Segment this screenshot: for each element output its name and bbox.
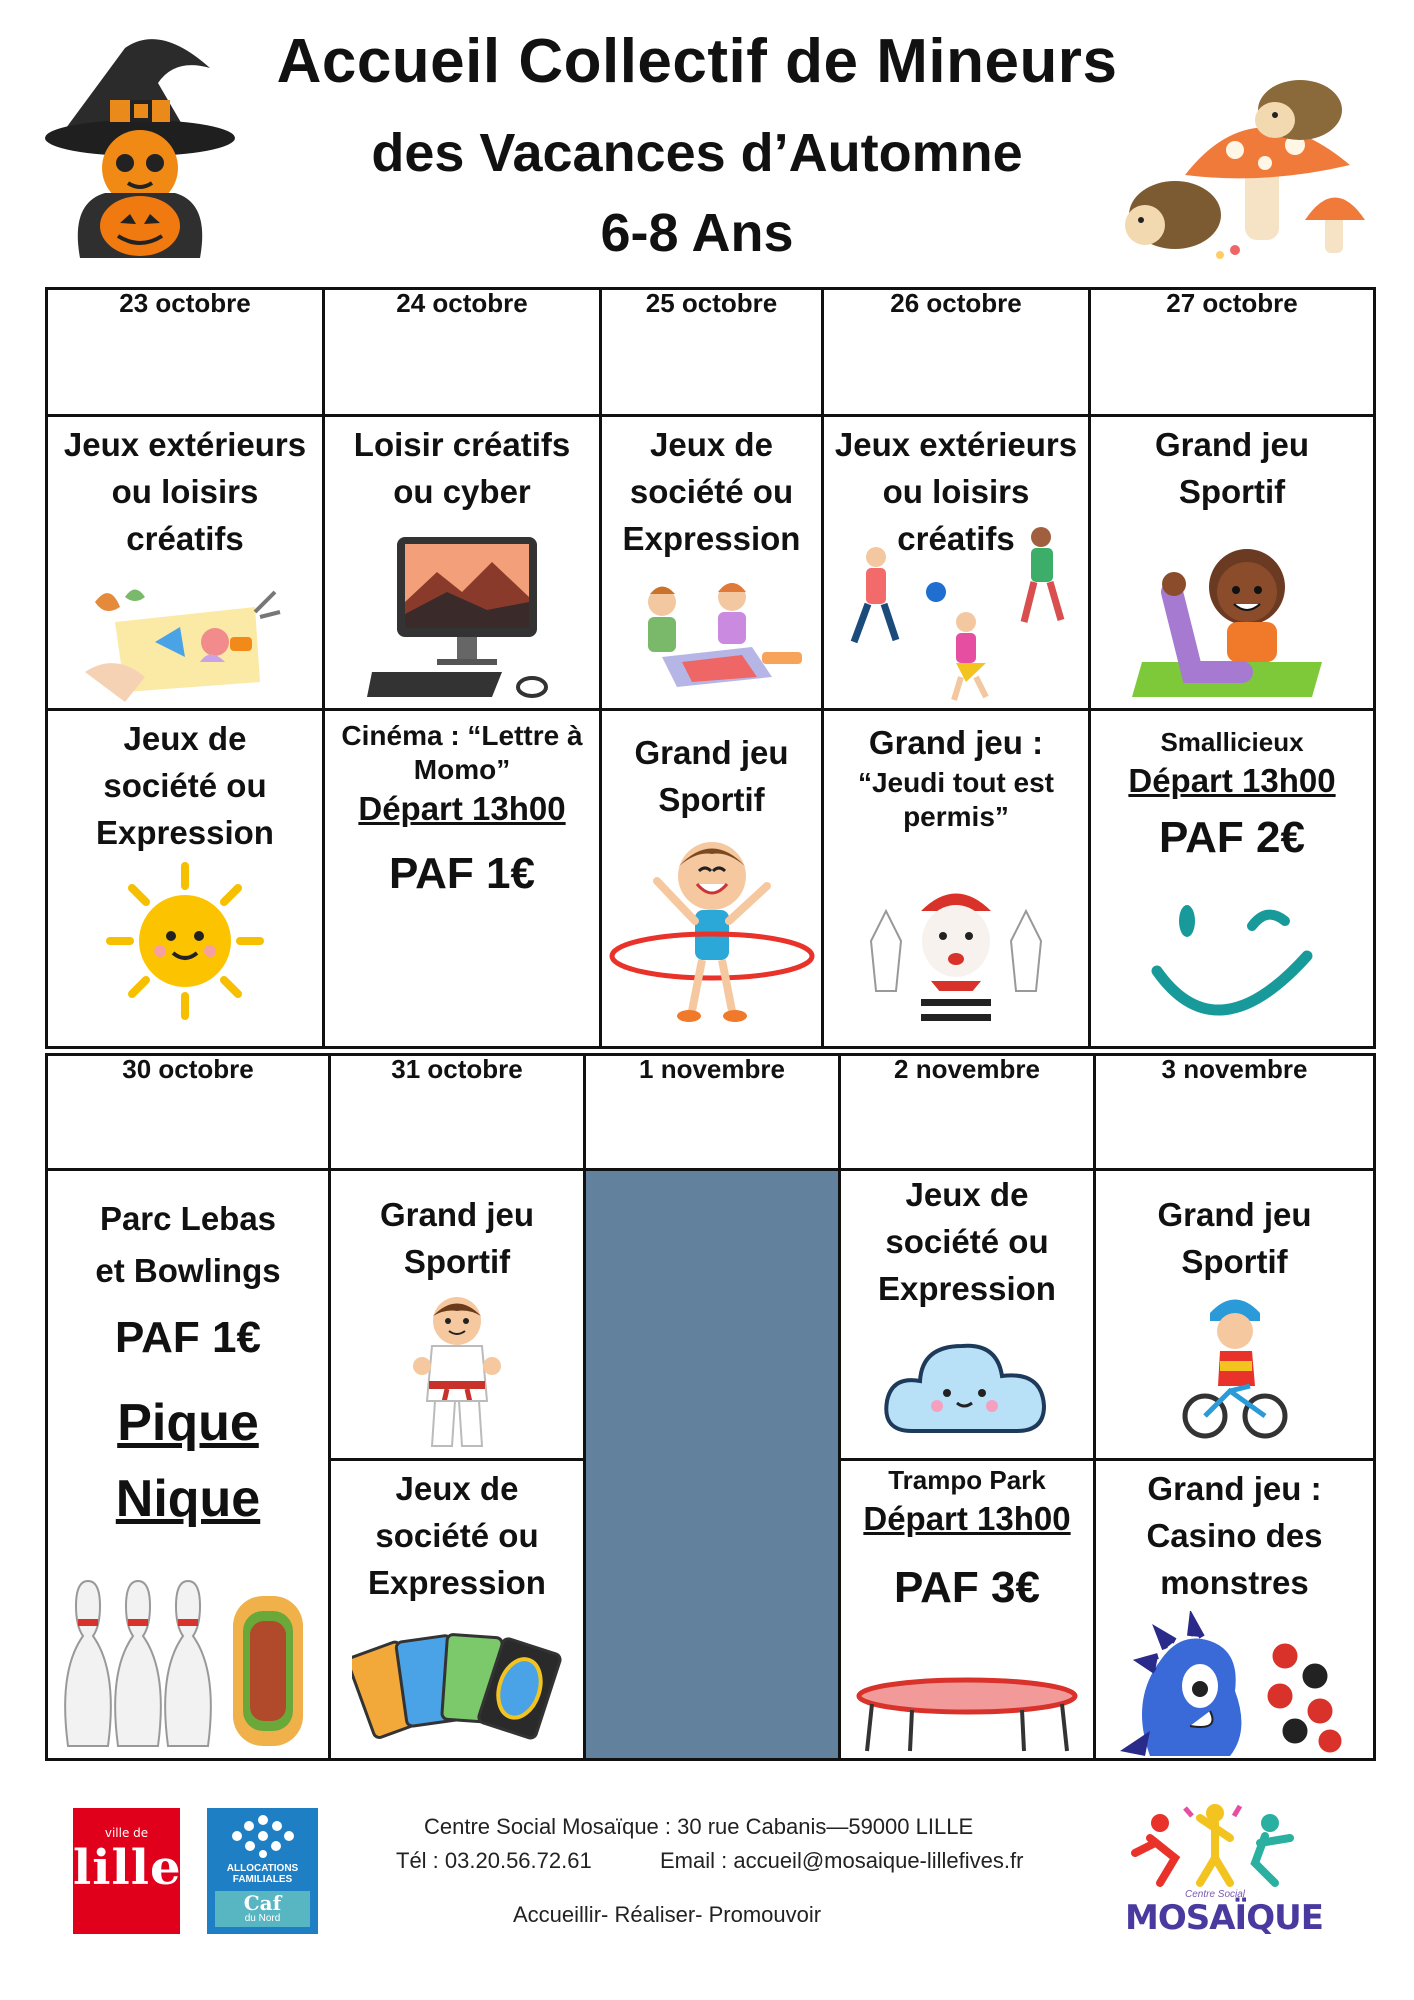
wink-smile-icon [1091,896,1373,1036]
closed-day-cell [585,1170,840,1760]
activity-cell [840,1460,1095,1760]
activity-cell [324,416,601,710]
karate-kid-icon [331,1291,583,1451]
date-label: 24 octobre [396,288,528,318]
activity-label: Grand jeu Sportif [1154,426,1310,510]
activity-quote: “Jeudi tout est permis” [857,767,1054,832]
date-cell [1090,289,1375,416]
activity-label: Parc Lebas et Bowlings [95,1200,281,1289]
date-label: 1 novembre [639,1054,785,1084]
date-cell [47,289,324,416]
date-label: 30 octobre [122,1054,254,1084]
activity-cell [823,710,1090,1048]
activity-label: Jeux de société ou Expression [878,1176,1056,1307]
caf-logo: ALLOCATIONS FAMILIALES Caf du Nord [207,1808,318,1934]
activity-label: Grand jeu : Casino des monstres [1146,1470,1323,1601]
date-cell [47,1055,330,1170]
price-label: PAF 3€ [894,1563,1040,1612]
caf-people-icon [223,1814,303,1858]
outing-label: Smallicieux [1160,727,1304,757]
week2-table [45,1053,1376,1761]
page-title: Accueil Collectif de Mineurs [276,27,1118,96]
departure-time: Départ 13h00 [863,1500,1071,1537]
date-cell [330,1055,585,1170]
price-label: PAF 1€ [389,849,535,898]
picnic-label: Pique Nique [115,1394,261,1528]
activity-cell [1095,1460,1375,1760]
activity-cell [330,1460,585,1760]
sun-icon [48,861,322,1021]
mime-icon [824,881,1088,1031]
activity-label: Jeux de société ou Expression [622,426,801,557]
activity-cell [1090,416,1375,710]
ville-de-lille-logo: ville de lille [73,1808,180,1934]
activity-label: Grand jeu Sportif [634,734,789,818]
outing-label: Trampo Park [888,1465,1046,1495]
activity-cell [601,416,823,710]
date-cell [324,289,601,416]
activity-label: Jeux extérieurs ou loisirs créatifs [63,426,307,557]
yoga-kid-icon [1091,532,1373,702]
footer-phone: Tél : 03.20.56.72.61 [396,1848,592,1873]
price-label: PAF 1€ [115,1313,261,1362]
board-game-kids-icon [602,582,821,692]
activity-label: Loisir créatifs ou cyber [353,426,571,510]
footer-email[interactable]: Email : accueil@mosaique-lillefives.fr [660,1848,1024,1873]
bike-kid-icon [1096,1291,1373,1441]
activity-cell [840,1170,1095,1460]
kids-playing-ball-icon [824,512,1088,702]
monster-casino-icon [1096,1611,1373,1760]
witch-pumpkin-icon [40,28,240,258]
footer-motto: Accueillir- Réaliser- Promouvoir [513,1902,822,1927]
hula-hoop-kid-icon [602,826,821,1026]
footer-address: Centre Social Mosaïque : 30 rue Cabanis—59000 LILLE [424,1814,974,1839]
activity-cell [47,710,324,1048]
departure-time: Départ 13h00 [1128,762,1336,799]
date-cell [601,289,823,416]
date-cell [585,1055,840,1170]
activity-label: Grand jeu Sportif [1157,1196,1312,1280]
activity-cell [1095,1170,1375,1460]
activity-cell [324,710,601,1048]
activity-label: Grand jeu : [868,724,1044,761]
activity-cell [47,416,324,710]
trampoline-icon [841,1676,1093,1756]
date-label: 31 octobre [391,1054,523,1084]
page-subtitle: des Vacances d’Automne [371,123,1023,183]
activity-cell [823,416,1090,710]
week1-table [45,287,1376,1049]
cards-icon [331,1626,583,1746]
mosaique-logo: Centre Social MOSAÏQUE [1125,1798,1305,1938]
age-range: 6-8 Ans [600,203,794,263]
mosaique-people-icon [1130,1798,1300,1888]
date-label: 26 octobre [890,288,1022,318]
date-label: 2 novembre [894,1054,1040,1084]
activity-label: Jeux extérieurs ou loisirs créatifs [834,426,1078,557]
activity-cell [47,1170,330,1760]
activity-cell [601,710,823,1048]
activity-label: Jeux de société ou Expression [368,1470,546,1601]
cloud-icon [841,1331,1093,1441]
price-label: PAF 2€ [1159,813,1305,862]
date-cell [1095,1055,1375,1170]
departure-time: Départ 13h00 [358,790,566,827]
activity-cell [330,1170,585,1460]
crafting-hands-icon [48,582,322,702]
date-label: 23 octobre [119,288,251,318]
activity-label: Grand jeu Sportif [379,1196,535,1280]
date-label: 27 octobre [1166,288,1298,318]
activity-label: Jeux de société ou Expression [96,720,274,851]
bowling-pins-icon [48,1571,328,1751]
date-cell [840,1055,1095,1170]
date-label: 3 novembre [1161,1054,1308,1084]
cinema-label: Cinéma : “Lettre à Momo” [341,720,583,785]
activity-cell [1090,710,1375,1048]
hedgehog-mushrooms-icon [1125,65,1365,265]
date-cell [823,289,1090,416]
date-label: 25 octobre [645,288,778,318]
computer-icon [325,532,599,702]
